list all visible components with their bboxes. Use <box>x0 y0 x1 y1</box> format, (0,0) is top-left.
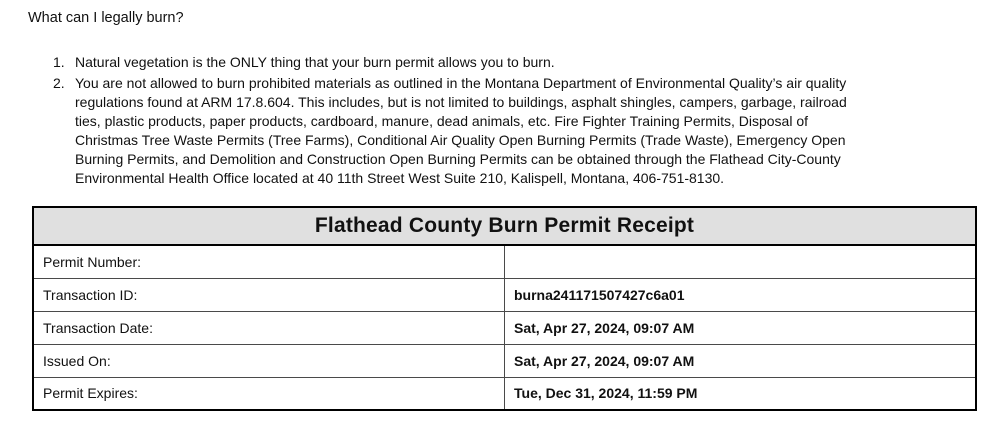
list-item-text <box>75 74 978 188</box>
list-item <box>53 53 978 72</box>
table-row <box>33 344 976 377</box>
text-line: ties, plastic products, paper products, cardboard, manure, dead animals, etc. Fire Fighter Training Permits, Disposal of <box>75 113 809 129</box>
text-line: Burning Permits, and Demolition and Construction Open Burning Permits can be obtained through the Flathead City-County <box>75 151 841 167</box>
list-item <box>53 74 978 188</box>
list-item-number: 2. <box>53 75 65 91</box>
table-row <box>33 245 976 278</box>
row-value: Sat, Apr 27, 2024, 09:07 AM <box>505 311 977 344</box>
table-title-row <box>33 207 976 245</box>
burn-permit-receipt-table <box>32 206 977 411</box>
row-value: burna241171507427c6a01 <box>505 278 977 311</box>
text-line: regulations found at ARM 17.8.604. This includes, but is not limited to buildings, asphalt shingles, campers, garbage, railroad <box>75 94 847 110</box>
list-item-number: 1. <box>53 54 65 70</box>
numbered-list <box>53 53 978 190</box>
table-row <box>33 311 976 344</box>
text-line: Natural vegetation is the ONLY thing that your burn permit allows you to burn. <box>75 54 555 70</box>
row-value: Sat, Apr 27, 2024, 09:07 AM <box>505 344 977 377</box>
row-label: Permit Number: <box>33 245 505 278</box>
receipt-title: Flathead County Burn Permit Receipt <box>33 207 976 245</box>
row-value <box>505 245 977 278</box>
row-label: Transaction Date: <box>33 311 505 344</box>
list-item-text <box>75 53 978 72</box>
row-label: Issued On: <box>33 344 505 377</box>
table-row <box>33 278 976 311</box>
text-line: You are not allowed to burn prohibited materials as outlined in the Montana Department of Environmental Quality’s air quality <box>75 75 847 91</box>
table-row <box>33 377 976 410</box>
row-label: Transaction ID: <box>33 278 505 311</box>
text-line: Environmental Health Office located at 40 11th Street West Suite 210, Kalispell, Montana, 406-751-8130. <box>75 170 725 186</box>
text-line: Christmas Tree Waste Permits (Tree Farms), Conditional Air Quality Open Burning Permits (Trade Waste), Emergency Open <box>75 132 846 148</box>
row-label: Permit Expires: <box>33 377 505 410</box>
row-value: Tue, Dec 31, 2024, 11:59 PM <box>505 377 977 410</box>
page-heading: What can I legally burn? <box>28 10 184 26</box>
